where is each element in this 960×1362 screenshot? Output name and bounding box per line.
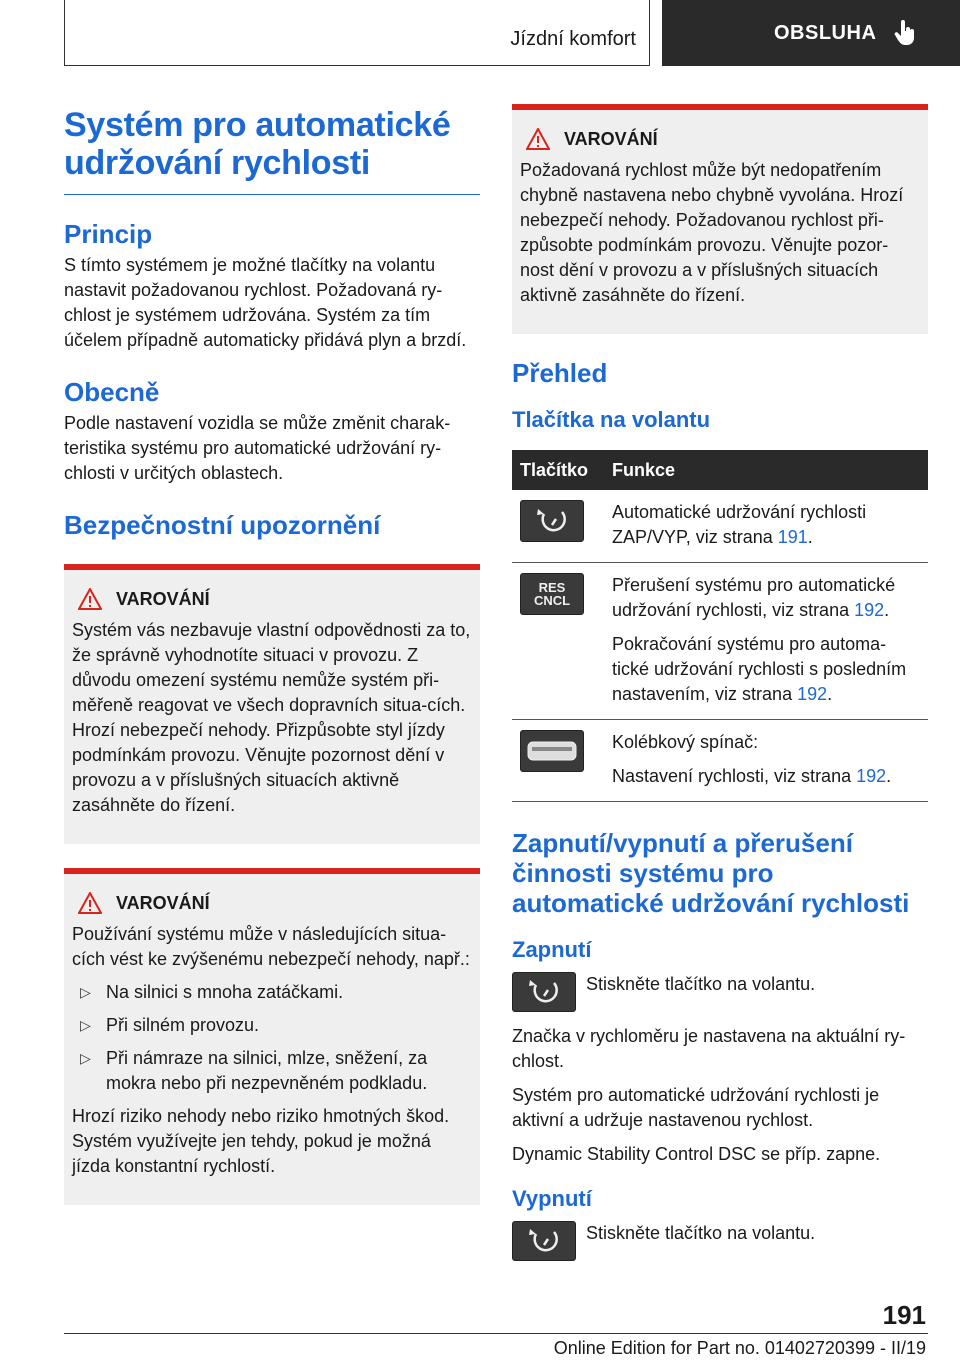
bullet-triangle-icon: ▷ bbox=[80, 1017, 91, 1033]
text-zapnuti-1: Značka v rychloměru je nastavena na aktuální ry-chlost. bbox=[512, 1026, 906, 1071]
right-column bbox=[512, 104, 928, 1261]
left-column bbox=[64, 100, 480, 1205]
text-zapnuti-2: Systém pro automatické udržování rychlosti je aktivní a udržuje nastavenou rychlost. bbox=[512, 1085, 880, 1130]
warning-title-2: VAROVÁNÍ bbox=[72, 892, 472, 914]
table-header-button: Tlačítko bbox=[512, 450, 604, 490]
heading-bezpecnost: Bezpečnostní upozornění bbox=[64, 510, 381, 540]
warning-text-3: Požadovaná rychlost může být nedopatřením chybně nastavena nebo chybně vyvolána. Hrozí nebezpečí nehody. Požadovanou rychlost při-způsobte podmínkám provozu. Věnujte pozor-nost dění v provozu a v příslušných situacích aktivně zasáhněte do řízení. bbox=[520, 160, 904, 305]
warning-text-1: Systém vás nezbavuje vlastní odpovědnosti za to, že správně vyhodnotíte situaci v provozu. Z důvodu omezení systému nemůže systém při-měřeně reagovat ve všech dopravních situa-cích. Hrozí nebezpečí nehody. Přizpůsobte styl jízdy podmínkám provozu. Věnujte pozornost dění v provozu a v příslušných situacích aktivně zasáhněte do řízení. bbox=[72, 620, 471, 815]
page-link[interactable]: 191 bbox=[777, 527, 808, 547]
table-header-function: Funkce bbox=[604, 450, 928, 490]
function-text: Přerušení systému pro automatické udržování rychlosti, viz strana 192. bbox=[612, 575, 896, 620]
warning-triangle-icon bbox=[78, 892, 102, 914]
page-link[interactable]: 192 bbox=[856, 766, 887, 786]
footer-divider bbox=[64, 1333, 928, 1334]
heading-tlacitka: Tlačítka na volantu bbox=[512, 407, 711, 432]
list-item: ▷ Na silnici s mnoha zatáčkami. bbox=[72, 980, 472, 1005]
heading-prehled: Přehled bbox=[512, 358, 608, 388]
warning-outro-2: Hrozí riziko nehody nebo riziko hmotných škod. Systém využívejte jen tehdy, pokud je možná jízda konstantní rychlostí. bbox=[72, 1106, 450, 1176]
function-text: Kolébkový spínač: bbox=[612, 732, 759, 752]
cruise-control-button-icon bbox=[520, 500, 584, 542]
bullet-triangle-icon: ▷ bbox=[80, 984, 91, 1000]
zapnuti-instruction bbox=[512, 972, 928, 1012]
warning-box-1 bbox=[64, 564, 480, 844]
vypnuti-instruction bbox=[512, 1221, 928, 1261]
function-text: Nastavení rychlosti, viz strana 192. bbox=[612, 766, 892, 786]
table-row bbox=[512, 563, 928, 720]
text-obecne: Podle nastavení vozidla se může změnit charak-teristika systému pro automatické udržování ry-chlosti v určitých oblastech. bbox=[64, 413, 451, 483]
header-tab-label: OBSLUHA bbox=[774, 21, 877, 44]
footer-edition: Online Edition for Part no. 01402720399 - II/19 bbox=[553, 1338, 926, 1358]
warning-box-3 bbox=[512, 104, 928, 334]
warning-list bbox=[72, 980, 472, 1096]
header-tab bbox=[662, 0, 960, 66]
warning-intro-2: Používání systému může v následujících situa-cích vést ke zvýšenému nebezpečí nehody, např.: bbox=[72, 924, 470, 969]
function-text: Pokračování systému pro automa-tické udržování rychlosti s posledním nastavením, viz strana 192. bbox=[612, 634, 907, 704]
header-section-title: Jízdní komfort bbox=[510, 28, 636, 50]
heading-zapnuti: Zapnutí bbox=[512, 937, 592, 962]
heading-vypnuti: Vypnutí bbox=[512, 1186, 592, 1211]
list-item: ▷ Při námraze na silnici, mlze, sněžení, za mokra nebo při nezpevněném podkladu. bbox=[72, 1046, 472, 1096]
text-princip: S tímto systémem je možné tlačítky na volantu nastavit požadovanou rychlost. Požadovaná ry-chlost je systémem udržována. Systém za tím účelem případně automaticky přidává plyn a brzdí. bbox=[64, 255, 467, 350]
warning-triangle-icon bbox=[526, 128, 550, 150]
cruise-control-button-icon bbox=[512, 972, 576, 1012]
rocker-switch-icon bbox=[520, 730, 584, 772]
warning-title-3: VAROVÁNÍ bbox=[520, 128, 920, 150]
instruction-text: Stiskněte tlačítko na volantu. bbox=[586, 974, 816, 994]
text-zapnuti-3: Dynamic Stability Control DSC se příp. zapne. bbox=[512, 1144, 881, 1164]
page-title: Systém pro automatické udržování rychlosti bbox=[64, 100, 480, 195]
instruction-text: Stiskněte tlačítko na volantu. bbox=[586, 1223, 816, 1243]
warning-box-2 bbox=[64, 868, 480, 1205]
function-text: Automatické udržování rychlosti ZAP/VYP, viz strana 191. bbox=[612, 502, 867, 547]
hand-pointer-icon bbox=[894, 20, 918, 46]
table-row bbox=[512, 720, 928, 802]
heading-obecne: Obecně bbox=[64, 377, 160, 407]
cruise-control-button-icon bbox=[512, 1221, 576, 1261]
warning-triangle-icon bbox=[78, 588, 102, 610]
heading-zapnuti-vypnuti: Zapnutí/vypnutí a přerušení činnosti systému pro automatické udržování rychlosti bbox=[512, 828, 910, 918]
page-link[interactable]: 192 bbox=[854, 600, 885, 620]
bullet-triangle-icon: ▷ bbox=[80, 1050, 91, 1066]
table-row bbox=[512, 490, 928, 563]
page-number: 191 bbox=[882, 1300, 926, 1330]
heading-princip: Princip bbox=[64, 219, 153, 249]
page-link[interactable]: 192 bbox=[797, 684, 828, 704]
warning-title-1: VAROVÁNÍ bbox=[72, 588, 472, 610]
buttons-table bbox=[512, 450, 928, 802]
res-cncl-button-icon: RES CNCL bbox=[520, 573, 584, 615]
list-item: ▷ Při silném provozu. bbox=[72, 1013, 472, 1038]
